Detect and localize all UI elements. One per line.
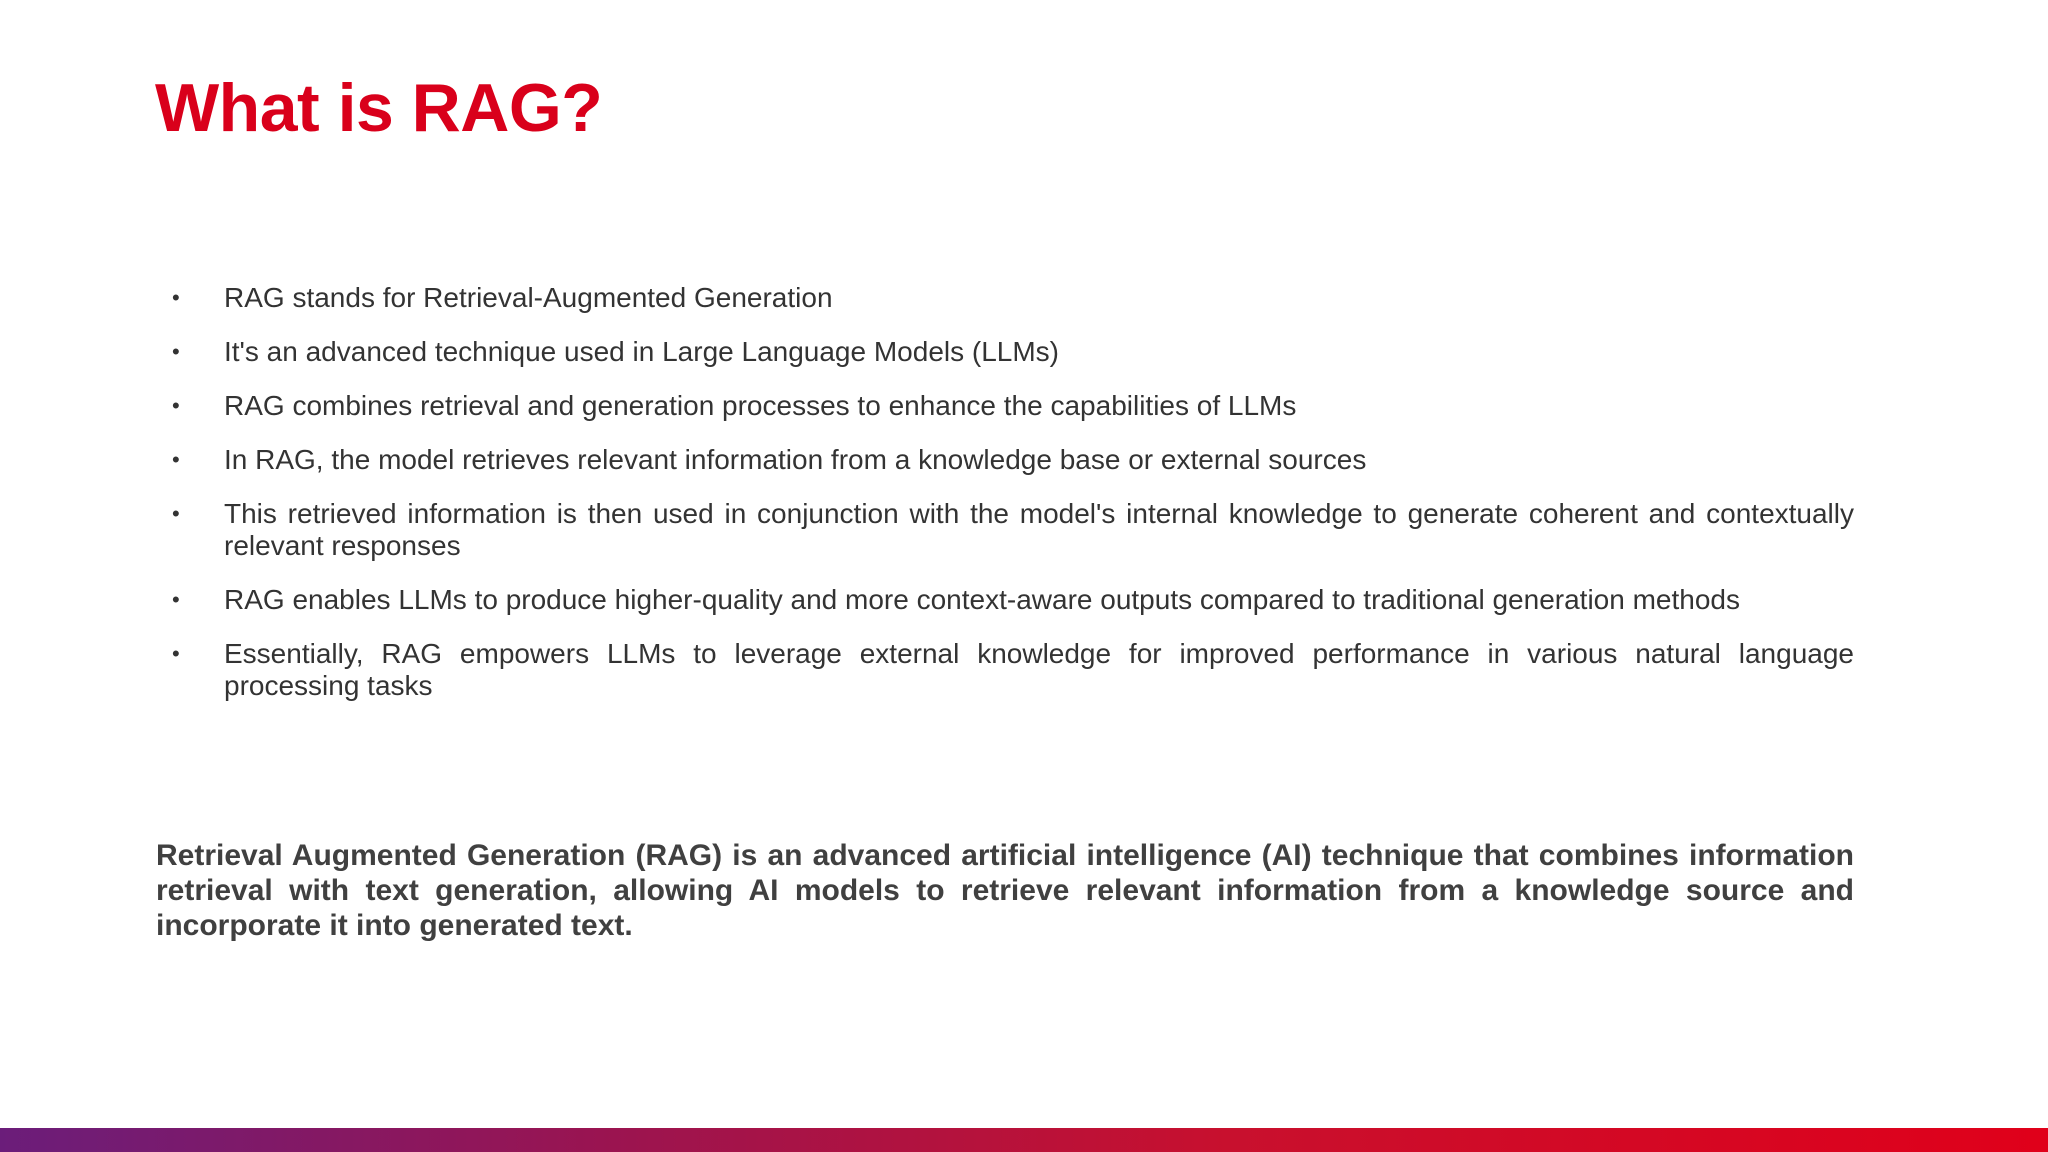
bullet-text: Essentially, RAG empowers LLMs to leverage external knowledge for improved performance in various natural language processing tasks — [224, 638, 1854, 701]
bullet-list — [172, 282, 1854, 724]
bullet-icon: • — [172, 285, 180, 310]
bullet-text: RAG combines retrieval and generation processes to enhance the capabilities of LLMs — [224, 390, 1297, 421]
footer-gradient-bar — [0, 1128, 2048, 1152]
bullet-text: It's an advanced technique used in Large Language Models (LLMs) — [224, 336, 1060, 367]
bullet-item — [172, 498, 1854, 562]
bullet-item — [172, 282, 1854, 314]
slide-title: What is RAG? — [155, 70, 603, 146]
bullet-item — [172, 584, 1854, 616]
bullet-text: This retrieved information is then used in conjunction with the model's internal knowledge to generate coherent and contextually relevant responses — [224, 498, 1854, 561]
bullet-icon: • — [172, 587, 180, 612]
bullet-icon: • — [172, 501, 180, 526]
bullet-icon: • — [172, 447, 180, 472]
bullet-icon: • — [172, 641, 180, 666]
bullet-text: In RAG, the model retrieves relevant information from a knowledge base or external sources — [224, 444, 1367, 475]
bullet-item — [172, 444, 1854, 476]
definition-paragraph: Retrieval Augmented Generation (RAG) is an advanced artificial intelligence (AI) technique that combines information retrieval with text generation, allowing AI models to retrieve relevant information from a knowledge source and incorporate it into generated text. — [156, 839, 1854, 942]
bullet-item — [172, 390, 1854, 422]
bullet-text: RAG stands for Retrieval-Augmented Generation — [224, 282, 833, 313]
bullet-icon: • — [172, 393, 180, 418]
bullet-item — [172, 336, 1854, 368]
bullet-item — [172, 638, 1854, 702]
bullet-text: RAG enables LLMs to produce higher-quality and more context-aware outputs compared to traditional generation methods — [224, 584, 1740, 615]
bullet-icon: • — [172, 339, 180, 364]
